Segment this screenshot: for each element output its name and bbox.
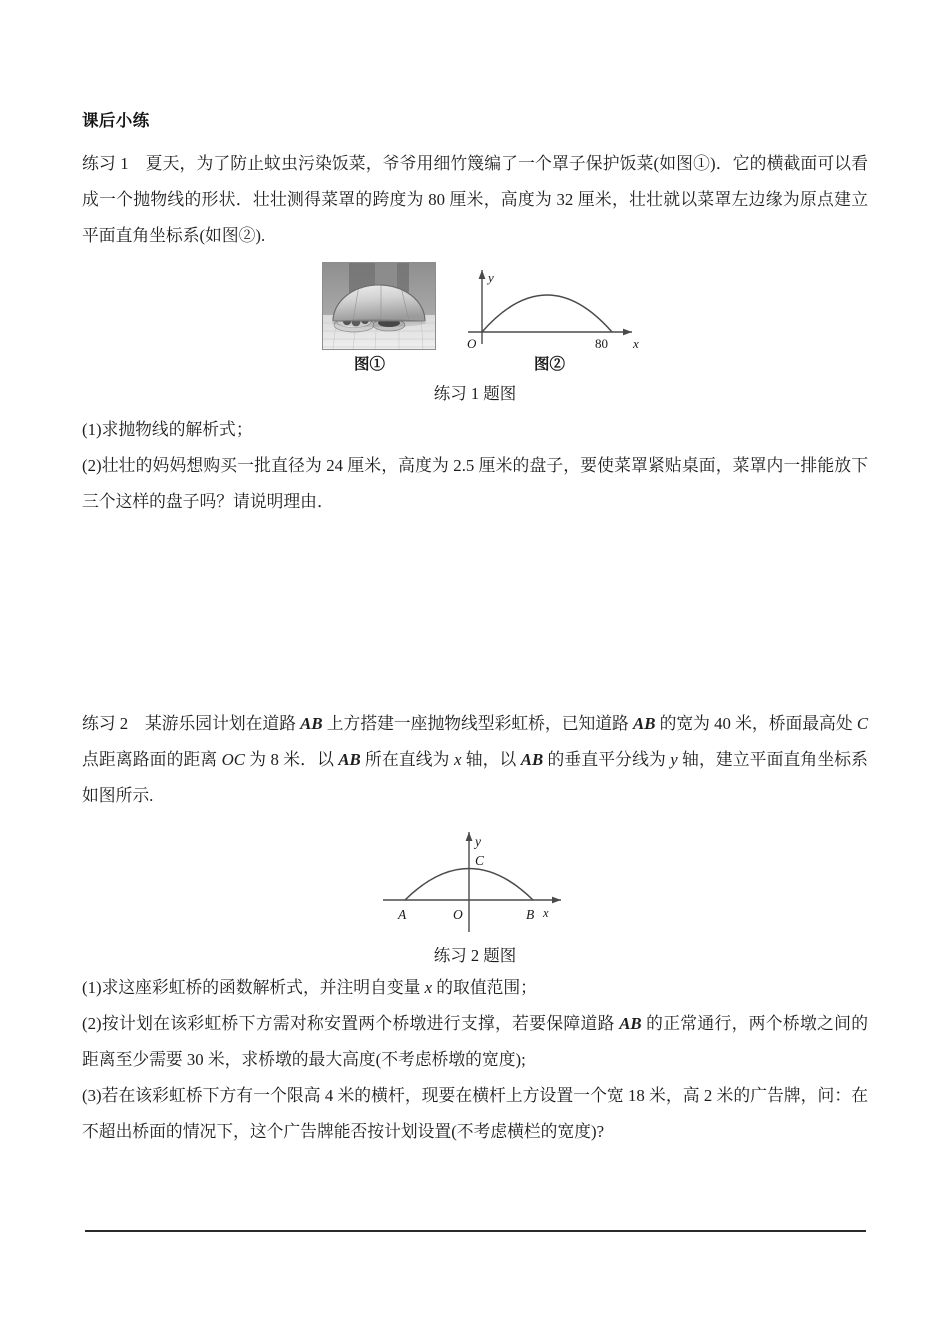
graph1-y-axis-label: y <box>488 269 494 285</box>
exercise-2-question-1: (1)求这座彩虹桥的函数解析式，并注明自变量 x 的取值范围； <box>82 977 537 997</box>
page-title: 课后小练 <box>82 112 150 130</box>
graph1-origin-label: O <box>467 335 477 351</box>
graph1-x-tick-80: 80 <box>595 335 608 351</box>
exercise-2-figure-caption: 练习 2 题图 <box>433 945 517 965</box>
bamboo-food-cover-photo <box>322 262 436 350</box>
exercise-2-label: 练习 2 <box>82 713 129 733</box>
page-content <box>82 112 868 1150</box>
exercise-2-figure <box>82 824 868 966</box>
figure-label-1: 图① <box>354 355 386 373</box>
graph1-x-axis-label: x <box>633 335 639 351</box>
figure-labels-row <box>82 352 868 376</box>
graph2-origin-label: O <box>453 906 463 922</box>
rainbow-bridge-parabola-graph <box>365 824 585 936</box>
exercise-1-figure <box>82 262 868 412</box>
graph2-y-axis-label: y <box>475 833 481 849</box>
parabola-graph-figure-2 <box>454 260 644 352</box>
graph2-x-axis-label: x <box>543 905 549 920</box>
page-bottom-divider <box>85 1230 866 1232</box>
exercise-2-question-2: (2)按计划在该彩虹桥下方需对称安置两个桥墩进行支撑，若要保障道路 AB 的正常通行，两个桥墩之间的距离至少需要 30 米，求桥墩的最大高度(不考虑桥墩的宽度); <box>82 1013 869 1069</box>
exercise-1-figure-caption: 练习 1 题图 <box>433 383 517 403</box>
exercise-2-question-3: (3)若在该彩虹桥下方有一个限高 4 米的横杆，现要在横杆上方设置一个宽 18 米，高 2 米的广告牌，问：在不超出桥面的情况下，这个广告牌能否按计划设置(不考虑横栏的宽度)? <box>82 1085 868 1141</box>
graph2-point-c-label: C <box>475 852 485 868</box>
exercise-1-question-1: (1)求抛物线的解析式； <box>82 419 253 439</box>
figure-label-2: 图② <box>534 355 566 373</box>
exercise-1-label: 练习 1 <box>82 153 129 173</box>
graph2-point-a-label: A <box>398 906 407 922</box>
exercise-1-question-2: (2)壮壮的妈妈想购买一批直径为 24 厘米，高度为 2.5 厘米的盘子，要使菜罩紧贴桌面，菜罩内一排能放下三个这样的盘子吗？请说明理由． <box>82 455 868 511</box>
answer-space-1 <box>82 520 868 706</box>
graph2-point-b-label: B <box>526 906 535 922</box>
exercise-1-statement: 练习 1 夏天，为了防止蚊虫污染饭菜，爷爷用细竹篾编了一个罩子保护饭菜(如图①)．它的横截面可以看成一个抛物线的形状．壮壮测得菜罩的跨度为 80 厘米，高度为 32 厘米，壮壮就以菜罩左边缘为原点建立平面直角坐标系(如图②). <box>82 153 868 245</box>
exercise-2-statement: 练习 2 某游乐园计划在道路 AB 上方搭建一座抛物线型彩虹桥，已知道路 AB 的宽为 40 米，桥面最高处 C 点距离路面的距离 OC 为 8 米．以 AB 所在直线为 x 轴，以 AB 的垂直平分线为 y 轴，建立平面直角坐标系如图所示. <box>82 713 869 805</box>
